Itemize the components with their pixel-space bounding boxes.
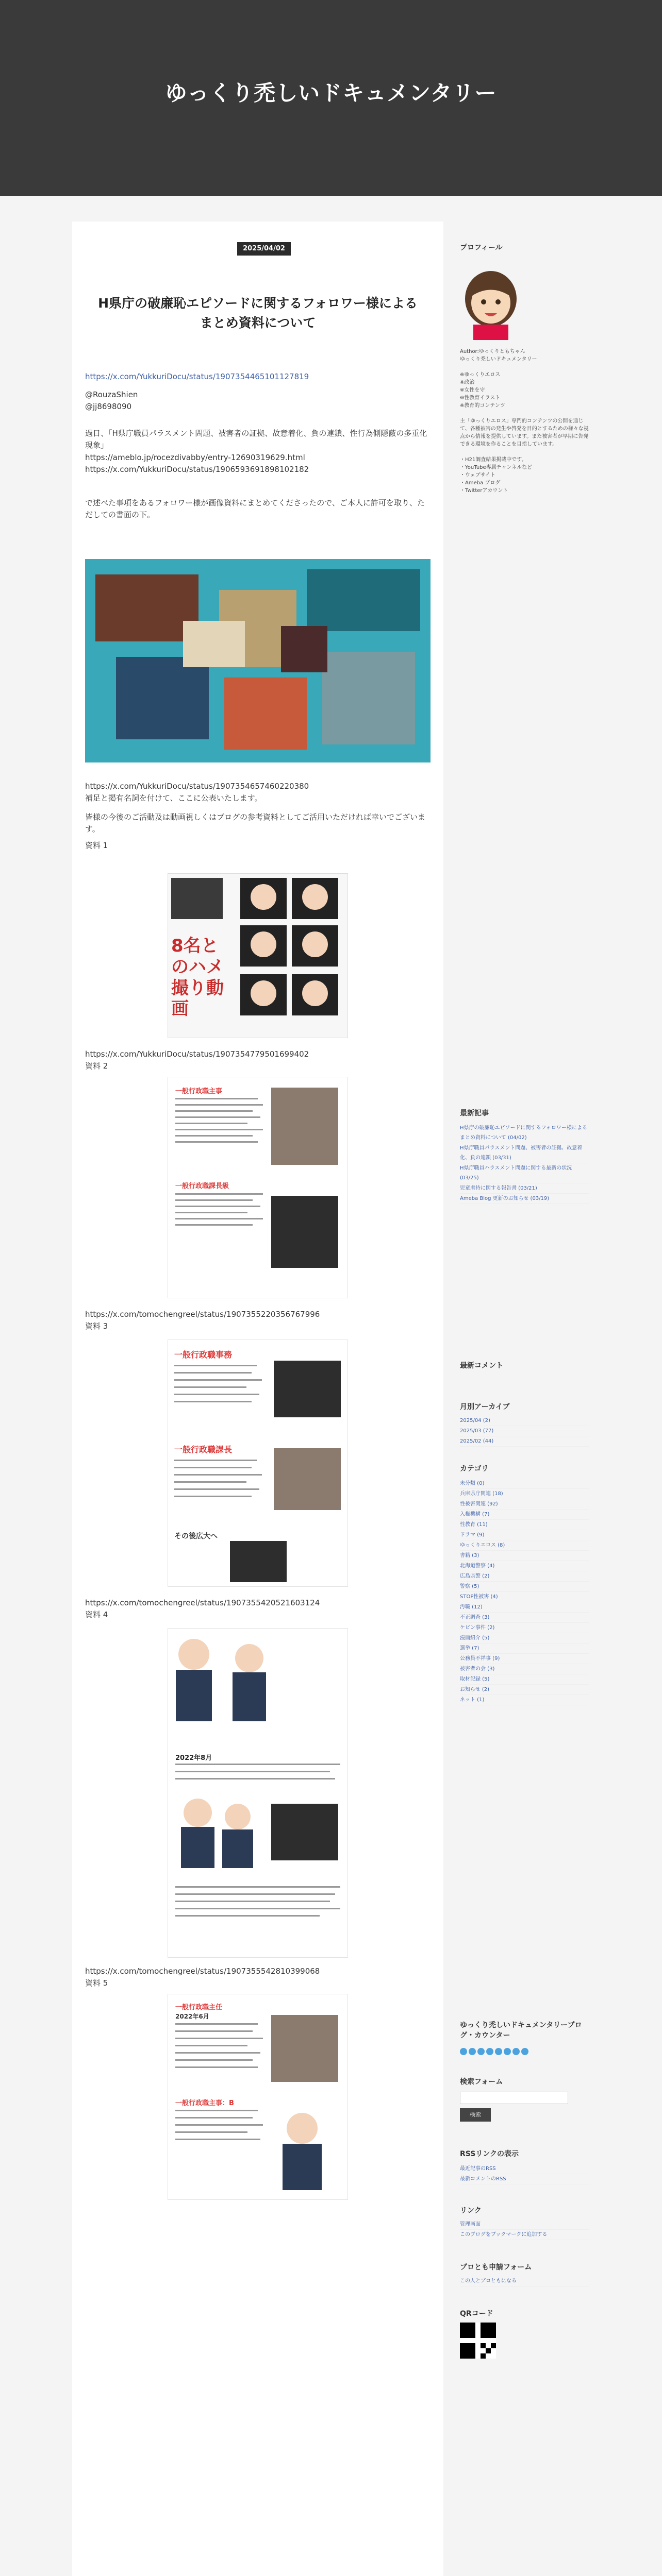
search-input[interactable] [460,2092,568,2104]
category-link[interactable]: 選挙 (7) [460,1643,589,1654]
figure-4 [168,1628,348,1958]
rss-heading: RSSリンクの表示 [460,2150,519,2158]
friend-request-link[interactable]: この人とブロともになる [460,2276,589,2286]
post-paragraph: https://x.com/tomochengreel/status/1907355420521603124 資料 4 [85,1598,320,1620]
post-title[interactable]: H県庁の破廉恥エピソードに関するフォロワー様によるまとめ資料について [98,296,418,330]
archive-list [460,1416,589,1447]
category-link[interactable]: 書籍 (3) [460,1551,589,1561]
links-list [460,2219,589,2240]
post-paragraph: https://x.com/YukkuriDocu/status/1907354779501699402 資料 2 [85,1049,309,1071]
post-link[interactable]: https://x.com/YukkuriDocu/status/1907354465101127819 [85,372,309,381]
category-link[interactable]: STOP性被害 (4) [460,1592,589,1602]
rss-link[interactable]: 最近記事のRSS [460,2164,589,2174]
post-paragraph[interactable] [85,371,431,383]
figure-2-heading-2: 一般行政職課長級 [175,1182,229,1190]
post-date-badge: 2025/04/02 [237,242,291,256]
category-link[interactable]: 不正調査 (3) [460,1613,589,1623]
post-paragraph: https://x.com/tomochengreel/status/1907355542810399068 資料 5 [85,1967,320,1988]
search-heading: 検索フォーム [460,2078,503,2086]
recent-comments-heading: 最新コメント [460,1362,503,1370]
category-link[interactable]: 汚職 (12) [460,1602,589,1613]
figure-1-title: 8名とのハメ撮り動画 [171,936,224,1020]
category-link[interactable]: ネット (1) [460,1695,589,1705]
avatar [460,268,522,340]
figure-5-heading-2: 一般行政職主事：B [175,2099,234,2107]
site-header [0,0,662,196]
sidebar [454,222,593,2576]
link-item[interactable]: このブログをブックマークに追加する [460,2230,589,2240]
friend-request-heading: ブロとも申請フォーム [460,2263,532,2272]
category-link[interactable]: 警察 (5) [460,1582,589,1592]
friend-request-list [460,2276,589,2286]
recent-post-link[interactable]: Ameba Blog 更新のお知らせ (03/19) [460,1194,589,1204]
figure-3-footer: その後広大へ [174,1532,218,1540]
recent-posts-list [460,1123,589,1204]
links-heading: リンク [460,2207,482,2215]
category-link[interactable]: 入権機構 (7) [460,1510,589,1520]
search-button[interactable]: 検索 [460,2108,491,2122]
post-collage-image [85,559,431,762]
recent-post-link[interactable]: H県庁職員パラスメント問題、被害者の証拠、故意着化、負の連鎖 (03/31) [460,1143,589,1163]
recent-posts-heading: 最新記事 [460,1109,489,1117]
category-link[interactable]: 取材記録 (5) [460,1674,589,1685]
recent-post-link[interactable]: H県庁職員ハラスメント問題に関する最新の状況 (03/25) [460,1163,589,1183]
figure-1 [168,873,348,1038]
qr-code-icon [460,2323,496,2359]
category-link[interactable]: 北海道警察 (4) [460,1561,589,1571]
counter-dots [460,2048,542,2058]
category-link[interactable]: 兵庫県庁関連 (18) [460,1489,589,1499]
figure-5-heading-1: 一般行政職主任 [175,2004,223,2011]
counter-heading: ゆっくり禿しいドキュメンタリーブログ・カウンター [460,2021,582,2040]
figure-2 [168,1077,348,1298]
figure-5-year: 2022年6月 [175,2013,209,2020]
rss-link[interactable]: 最新コメントのRSS [460,2174,589,2184]
category-link[interactable]: ケビン事件 (2) [460,1623,589,1633]
recent-post-link[interactable]: H県庁の破廉恥エピソードに関するフォロワー様によるまとめ資料について (04/02) [460,1123,589,1143]
qr-heading: QRコード [460,2310,493,2318]
figure-3-heading-2: 一般行政職課長 [174,1445,233,1454]
category-link[interactable]: 広島県警 (2) [460,1571,589,1582]
profile-heading: プロフィール [460,244,503,252]
category-link[interactable]: 公務員不祥事 (9) [460,1654,589,1664]
archive-link[interactable]: 2025/02 (44) [460,1436,589,1447]
figure-5 [168,1994,348,2200]
post-paragraph: @RouzaShien @jj8698090 [85,390,138,412]
post-paragraph: https://x.com/YukkuriDocu/status/1907354657460220380 補足と掲有名詞を付けて、ここに公表いたします。 [85,782,309,803]
recent-post-link[interactable]: 児童虐待に関する報告書 (03/21) [460,1183,589,1194]
profile-text: Author:ゆっくりともちゃん ゆっくり禿しいドキュメンタリー ※ゆっくりエロス ※政治 ※女性を守 ※性教育イラスト ※教育的コンテンツ 主「ゆっくりエロス」専門的コンテンツの公開を通じて、各種被害の発生や啓発を目的とするための様々な視点から情報を提供しています。また被害者が早期に告発できる環境を作ることを目指しています。 ・H21調査結果掲載中です。 ・YouTube専属チャンネルなど ・ウェブサイト ・Ameba ブログ ・Twitterアカウント [460,349,589,494]
article [72,222,443,2576]
category-link[interactable]: 未分類 (0) [460,1479,589,1489]
archive-link[interactable]: 2025/04 (2) [460,1416,589,1426]
category-link[interactable]: 性被害関連 (92) [460,1499,589,1510]
rss-list [460,2164,589,2184]
category-link[interactable]: ドラマ (9) [460,1530,589,1540]
figure-3-heading-1: 一般行政職事務 [174,1350,233,1360]
post-paragraph: 資料 1 [85,841,108,850]
category-link[interactable]: 性教育 (11) [460,1520,589,1530]
post-paragraph: で述べた事項をあるフォロワー様が画像資料にまとめてくださったので、ご本人に許可を取り、ただしての書面の下。 [85,498,425,520]
category-heading: カテゴリ [460,1465,489,1473]
figure-3 [168,1340,348,1587]
archive-heading: 月別アーカイブ [460,1403,510,1411]
site-title[interactable]: ゆっくり禿しいドキュメンタリー [165,80,497,106]
category-link[interactable]: ゆっくりエロス (8) [460,1540,589,1551]
category-link[interactable]: お知らせ (2) [460,1685,589,1695]
link-item[interactable]: 管理画面 [460,2219,589,2230]
category-list [460,1479,589,1705]
category-link[interactable]: 漫画紹介 (5) [460,1633,589,1643]
figure-4-year: 2022年8月 [175,1754,212,1762]
figure-2-heading-1: 一般行政職主事 [175,1088,223,1095]
archive-link[interactable]: 2025/03 (77) [460,1426,589,1436]
post-paragraph: https://x.com/tomochengreel/status/1907355220356767996 資料 3 [85,1310,320,1331]
category-link[interactable]: 被害者の会 (3) [460,1664,589,1674]
post-paragraph: 過日、「H県庁職員パラスメント問題、被害者の証拠、故意着化、負の連鎖、性行為側隠蔽の多重化現象」 https://ameblo.jp/rocezdivabby/entry-12690319629.html https://x.com/YukkuriDocu/status/1906593691898102182 [85,429,427,474]
post-paragraph: 皆様の今後のご活動及は動画視しくはブログの参考資料としてご活用いただければ幸いでございます。 [85,812,426,834]
